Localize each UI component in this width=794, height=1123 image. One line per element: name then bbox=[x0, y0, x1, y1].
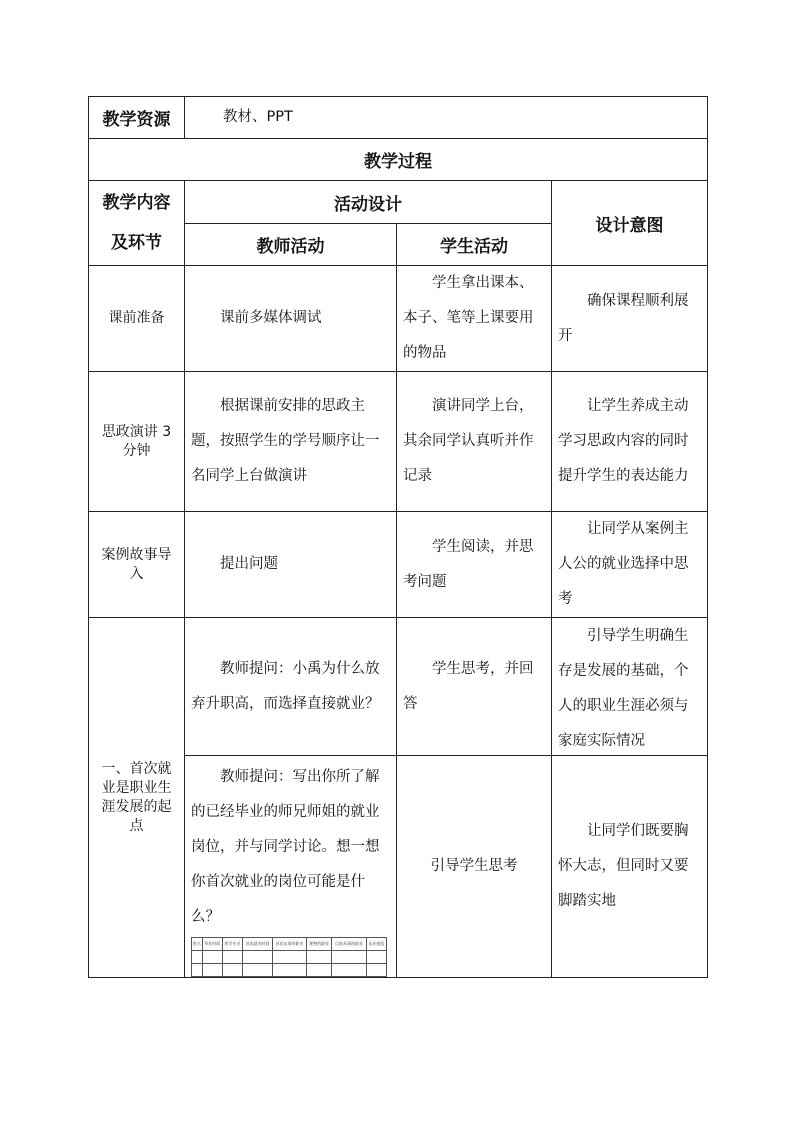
student-header: 学生活动 bbox=[397, 224, 552, 266]
intent-cell: 让同学从案例主人公的就业选择中思考 bbox=[552, 512, 708, 618]
stage-cell: 一、首次就业是职业生涯发展的起点 bbox=[89, 618, 185, 978]
content-header-line2: 及环节 bbox=[111, 233, 162, 253]
teacher-text: 教师提问：写出你所了解的已经毕业的师兄师姐的就业岗位，并与同学讨论。想一想你首次就业的岗位可能是什么？ bbox=[191, 769, 380, 925]
student-cell: 演讲同学上台，其余同学认真听并作记录 bbox=[397, 372, 552, 512]
mini-header: 理想的职业 bbox=[307, 938, 332, 951]
mini-header: 毕业时间 bbox=[202, 938, 222, 951]
activity-design-header: 活动设计 bbox=[185, 181, 552, 224]
stage-cell: 案例故事导入 bbox=[89, 512, 185, 618]
content-header-line1: 教学内容 bbox=[102, 193, 171, 213]
mini-header: 姓名 bbox=[192, 938, 203, 951]
student-cell: 学生思考，并回答 bbox=[397, 618, 552, 756]
mini-header: 所学专业 bbox=[222, 938, 242, 951]
resources-value: 教材、PPT bbox=[185, 97, 708, 139]
teacher-header: 教师活动 bbox=[185, 224, 397, 266]
graduate-survey-table bbox=[191, 937, 387, 977]
intent-cell: 让同学们既要胸怀大志，但同时又要脚踏实地 bbox=[552, 756, 708, 978]
intent-cell: 让学生养成主动学习思政内容的同时提升学生的表达能力 bbox=[552, 372, 708, 512]
lesson-plan-table bbox=[88, 96, 708, 978]
intent-text: 引导学生明确生存是发展的基础，个人的职业生涯必须与家庭实际情况 bbox=[558, 627, 689, 749]
teacher-cell bbox=[185, 756, 397, 978]
table-row bbox=[89, 618, 708, 756]
student-cell: 学生阅读，并思考问题 bbox=[397, 512, 552, 618]
resources-label: 教学资源 bbox=[89, 97, 185, 139]
mini-header: 首次从事的职业 bbox=[272, 938, 306, 951]
content-header bbox=[89, 181, 185, 266]
mini-header: 从业感悟 bbox=[366, 938, 386, 951]
table-row bbox=[89, 266, 708, 372]
process-title: 教学过程 bbox=[89, 139, 708, 181]
mini-header: 目前从事的职业 bbox=[332, 938, 366, 951]
stage-cell: 思政演讲 3 分钟 bbox=[89, 372, 185, 512]
intent-cell: 确保课程顺利展开 bbox=[552, 266, 708, 372]
table-row bbox=[89, 512, 708, 618]
student-cell: 引导学生思考 bbox=[397, 756, 552, 978]
teacher-cell: 提出问题 bbox=[185, 512, 397, 618]
table-row bbox=[89, 372, 708, 512]
stage-cell: 课前准备 bbox=[89, 266, 185, 372]
intent-header: 设计意图 bbox=[552, 181, 708, 266]
teacher-cell: 教师提问：小禹为什么放弃升职高，而选择直接就业？ bbox=[185, 618, 397, 756]
teacher-cell: 根据课前安排的思政主题，按照学生的学号顺序让一名同学上台做演讲 bbox=[185, 372, 397, 512]
mini-header: 首次就业时间 bbox=[243, 938, 273, 951]
teacher-cell: 课前多媒体调试 bbox=[185, 266, 397, 372]
intent-cell bbox=[552, 618, 708, 756]
student-cell: 学生拿出课本、本子、笔等上课要用的物品 bbox=[397, 266, 552, 372]
